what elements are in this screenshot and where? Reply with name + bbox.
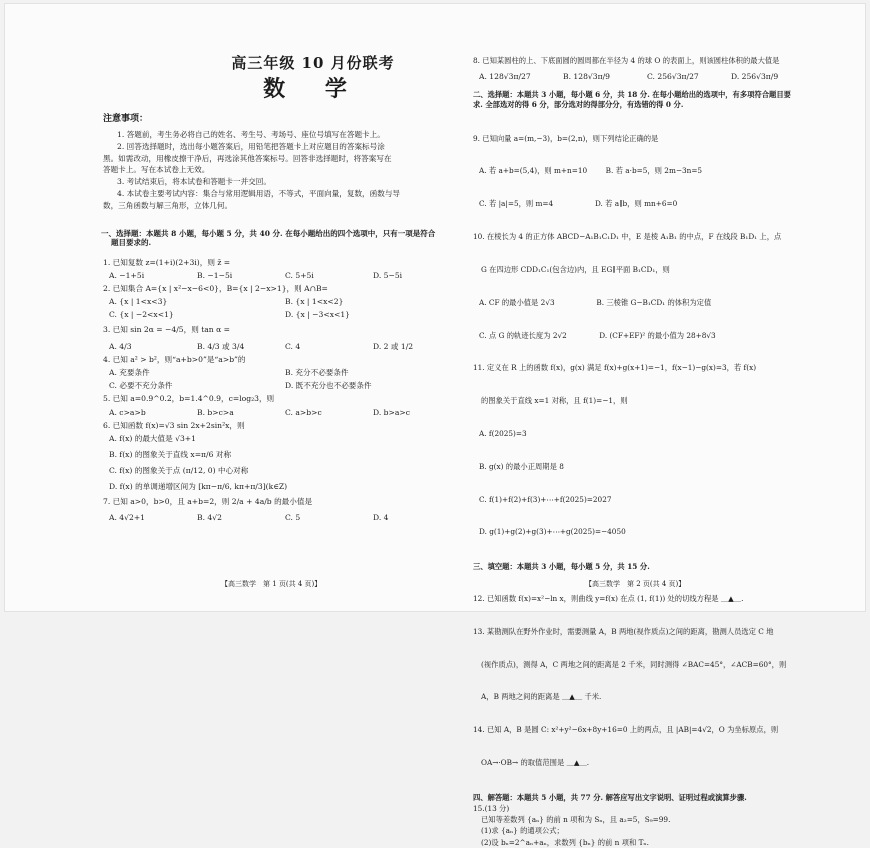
question-5 — [103, 392, 455, 418]
question-7 — [103, 495, 455, 524]
option: C. a>b>c — [285, 407, 322, 417]
section-1-line: 题目要求的. — [111, 238, 152, 248]
question-line: A. CF 的最小值是 2√3 B. 三棱锥 G−B₁CD₁ 的体积为定值 — [479, 297, 712, 307]
question-line: 12. 已知函数 f(x)=x²−ln x，则曲线 y=f(x) 在点 (1, f(1)) 处的切线方程是 ＿▲＿. — [473, 593, 744, 603]
section-4-title: 四、解答题：本题共 5 小题，共 77 分. 解答应写出文字说明、证明过程或演算步骤. — [473, 792, 747, 802]
option: D. f(x) 的单调递增区间为 [kπ−π/6, kπ+π/3](k∈Z) — [109, 481, 288, 491]
notice-block — [103, 114, 455, 211]
option: C. 5 — [285, 512, 301, 522]
question-line: OA→·OB→ 的取值范围是 ＿▲＿. — [481, 758, 590, 767]
notice-item: 答题卡上。写在本试卷上无效。 — [103, 165, 210, 175]
question-line: C. 点 G 的轨迹长度为 2√2 D. (CF+EF)² 的最小值为 28+8√3 — [479, 330, 716, 340]
question-text: 8. 已知某圆柱的上、下底面圆的圆周都在半径为 4 的球 O 的表面上，则该圆柱体积的最大值是 — [473, 56, 780, 65]
option: D. 既不充分也不必要条件 — [285, 381, 372, 391]
footer-right: 【高三数学 第 2 页(共 4 页)】 — [585, 580, 686, 588]
question-15 — [473, 803, 795, 848]
question-line: 14. 已知 A，B 是圆 C: x²+y²−6x+8y+16=0 上的两点，且 |AB|=4√2，O 为坐标原点，则 — [473, 725, 779, 735]
question-text: 3. 已知 sin 2α = −4/5，则 tan α = — [103, 325, 231, 335]
question-line: (2)设 bₙ=2^aₙ+aₙ，求数列 {bₙ} 的前 n 项和 Tₙ. — [481, 837, 649, 847]
question-line: 13. 某勘测队在野外作业时，需要测量 A，B 两地(视作质点)之间的距离，勘测人员选定 C 地 — [473, 626, 774, 636]
section-2-line: 二、选择题：本题共 3 小题，每小题 6 分，共 18 分. 在每小题给出的选项中，有多项符合题目要 — [473, 90, 791, 100]
option: B. 128√3π/9 — [563, 71, 610, 81]
exam-subject: 数 学 — [263, 76, 363, 102]
question-text: 7. 已知 a>0，b>0，且 a+b=2，则 2/a + 4a/b 的最小值是 — [103, 496, 313, 506]
questions-left — [103, 256, 455, 524]
questions-9-11 — [473, 112, 795, 560]
section-1-title — [101, 229, 453, 247]
question-line: 9. 已知向量 a=(m,−3)，b=(2,n)，则下列结论正确的是 — [473, 133, 659, 143]
option: A. 4/3 — [109, 342, 132, 352]
option: A. 128√3π/27 — [479, 71, 531, 81]
option: D. 5−5i — [373, 271, 403, 281]
option: D. b>a>c — [373, 407, 411, 417]
question-line: 的图象关于直线 x=1 对称，且 f(1)=−1，则 — [481, 396, 628, 406]
exam-title: 高三年级 10 月份联考 — [231, 54, 395, 72]
option: A. −1+5i — [109, 271, 145, 281]
option: B. {x | 1<x<2} — [285, 297, 344, 307]
notice-item: 4. 本试卷主要考试内容：集合与常用逻辑用语，不等式，平面向量，复数，函数与导 — [117, 188, 401, 198]
option: C. 必要不充分条件 — [109, 381, 173, 391]
question-4 — [103, 353, 455, 392]
right-page — [473, 4, 795, 847]
notice-title: 注意事项： — [103, 114, 149, 124]
question-line: 已知等差数列 {aₙ} 的前 n 项和为 Sₙ，且 a₂=5，S₉=99. — [481, 814, 671, 824]
question-text: 1. 已知复数 z=(1+i)(2+3i)，则 z̄ = — [103, 258, 231, 267]
section-3-title: 三、填空题：本题共 3 小题，每小题 5 分，共 15 分. — [473, 562, 650, 572]
notice-item: 3. 考试结束后，将本试卷和答题卡一并交回。 — [117, 177, 271, 187]
question-line: 10. 在棱长为 4 的正方体 ABCD−A₁B₁C₁D₁ 中，E 是棱 A₁B₁ 的中点，F 在线段 B₁D₁ 上，点 — [473, 232, 782, 242]
option: B. −1−5i — [197, 271, 233, 281]
option: B. 充分不必要条件 — [285, 368, 349, 378]
question-8 — [473, 56, 795, 82]
questions-right — [473, 56, 795, 848]
question-line: G 在四边形 CDD₁C₁(包含边)内，且 EG∥平面 B₁CD₁，则 — [481, 264, 670, 274]
option: D. 256√3π/9 — [731, 71, 779, 81]
option: A. f(x) 的最大值是 √3+1 — [109, 433, 196, 443]
question-text: 4. 已知 a² > b²，则“a+b>0”是“a>b”的 — [103, 355, 246, 365]
option: A. c>a>b — [109, 407, 146, 417]
footer-left: 【高三数学 第 1 页(共 4 页)】 — [221, 580, 322, 588]
question-6 — [103, 419, 455, 493]
questions-12-14 — [473, 572, 795, 791]
question-1 — [103, 256, 455, 282]
notice-item: 数，三角函数与解三角形，立体几何。 — [103, 200, 233, 210]
question-line: 15.(13 分) — [473, 803, 510, 813]
left-page — [103, 4, 455, 611]
question-line: D. g(1)+g(2)+g(3)+⋯+g(2025)=−4050 — [479, 527, 626, 537]
exam-sheet — [4, 3, 866, 847]
option: D. {x | −3<x<1} — [285, 310, 351, 320]
question-2 — [103, 282, 455, 321]
question-line: B. g(x) 的最小正周期是 8 — [479, 461, 564, 471]
question-line: C. 若 |a|=5，则 m=4 D. 若 a∥b，则 mn+6=0 — [479, 199, 678, 209]
notice-item: 黑。如需改动，用橡皮擦干净后，再选涂其他答案标号。回答非选择题时，将答案写在 — [103, 153, 392, 163]
notice-item: 1. 答题前，考生务必将自己的姓名、考生号、考场号、座位号填写在答题卡上。 — [117, 129, 385, 139]
question-text: 5. 已知 a=0.9^0.2，b=1.4^0.9，c=log₂3，则 — [103, 394, 275, 404]
option: A. 充要条件 — [109, 368, 150, 378]
question-line: A. f(2025)=3 — [479, 428, 527, 438]
option: A. 4√2+1 — [109, 512, 146, 522]
section-1-line: 一、选择题：本题共 8 小题，每小题 5 分，共 40 分. 在每小题给出的四个选项中，只有一项是符合 — [101, 229, 436, 238]
question-line: A. 若 a+b=(5,4)，则 m+n=10 B. 若 a·b=5，则 2m−3n=5 — [479, 166, 703, 176]
option: C. 4 — [285, 342, 301, 352]
option: C. {x | −2<x<1} — [109, 310, 174, 320]
question-3 — [103, 323, 455, 353]
option: D. 4 — [373, 512, 389, 522]
option: B. 4/3 或 3/4 — [197, 342, 245, 352]
question-line: 11. 定义在 R 上的函数 f(x)，g(x) 满足 f(x)+g(x+1)=−1，f(x−1)−g(x)=3，若 f(x) — [473, 363, 757, 373]
question-line: C. f(1)+f(2)+f(3)+⋯+f(2025)=2027 — [479, 494, 612, 504]
question-text: 6. 已知函数 f(x)=√3 sin 2x+2sin²x，则 — [103, 420, 245, 430]
option: C. 5+5i — [285, 271, 314, 281]
option: C. 256√3π/27 — [647, 71, 699, 81]
question-line: A，B 两地之间的距离是 ＿▲＿ 千米. — [481, 692, 602, 702]
option: C. f(x) 的图象关于点 (π/12, 0) 中心对称 — [109, 465, 249, 475]
section-2-line: 求. 全部选对的得 6 分，部分选对的得部分分，有选错的得 0 分. — [473, 99, 684, 109]
question-line: (1)求 {aₙ} 的通项公式； — [481, 826, 564, 836]
question-text: 2. 已知集合 A={x | x²−x−6<0}，B={x | 2−x>1}，则 A∩B= — [103, 284, 328, 294]
notice-item: 2. 回答选择题时，选出每小题答案后，用铅笔把答题卡上对应题目的答案标号涂 — [117, 141, 385, 151]
option: B. b>c>a — [197, 407, 234, 417]
question-line: (视作质点)，测得 A，C 两地之间的距离是 2 千米，同时测得 ∠BAC=45°，∠ACB=60°，则 — [481, 659, 787, 669]
section-2-title — [473, 90, 795, 110]
option: A. {x | 1<x<3} — [109, 297, 168, 307]
option: B. f(x) 的图象关于直线 x=π/6 对称 — [109, 449, 232, 459]
option: D. 2 或 1/2 — [373, 342, 414, 352]
option: B. 4√2 — [197, 512, 222, 522]
